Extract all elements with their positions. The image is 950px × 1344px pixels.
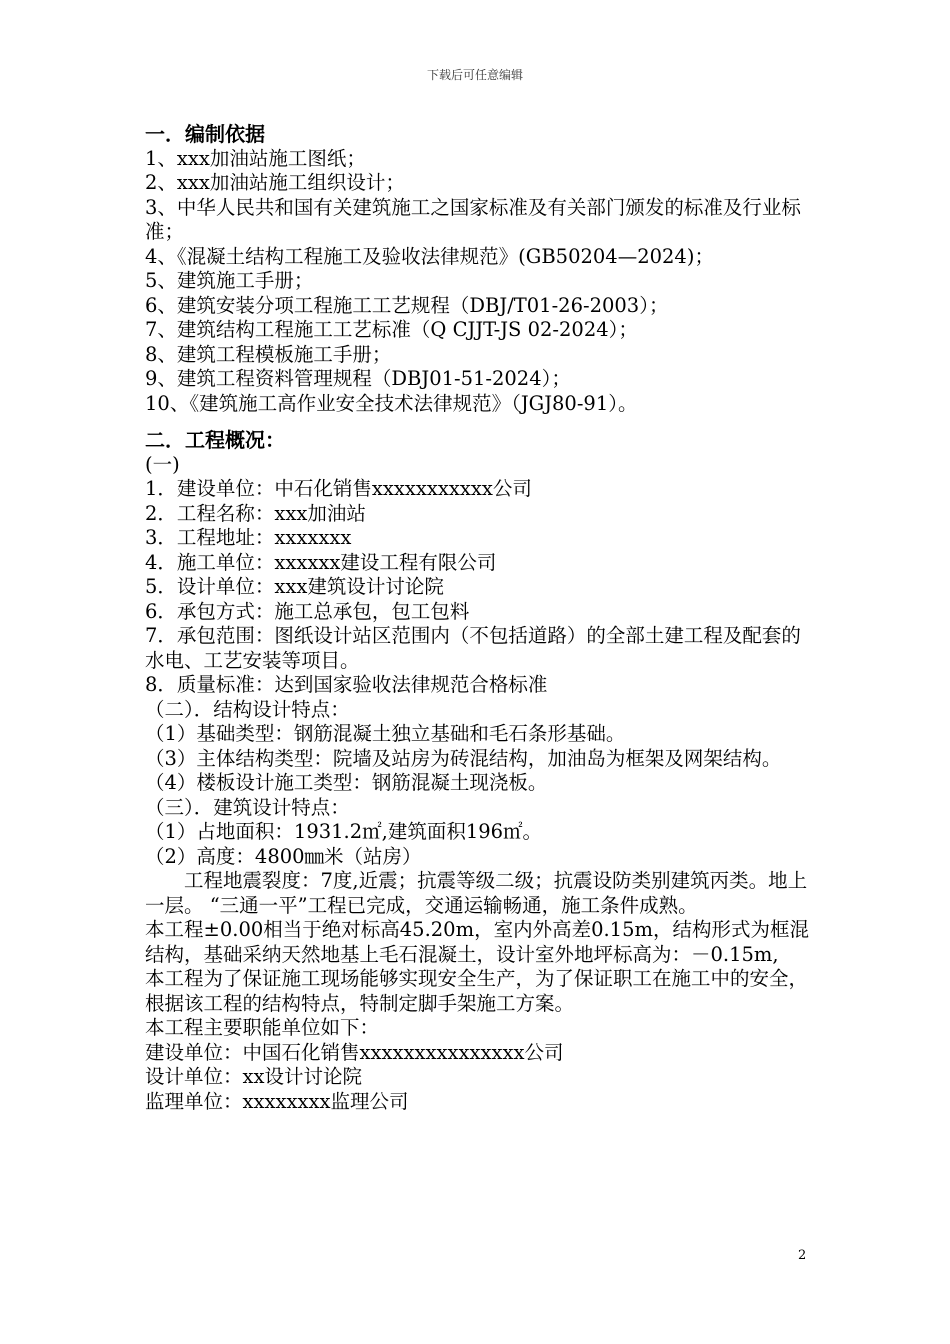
subsection-label: （三）．建筑设计特点：: [145, 795, 350, 819]
overview-item: 4．施工单位：xxxxxx建设工程有限公司: [145, 550, 497, 574]
overview-item: 3．工程地址：xxxxxxx: [145, 526, 352, 549]
section-title-basis: 一．编制依据: [145, 122, 265, 146]
overview-item: 5．设计单位：xxx建筑设计讨论院: [145, 575, 444, 598]
unit-item: 监理单位：xxxxxxxx监理公司: [145, 1089, 409, 1113]
paragraph-safety: 本工程为了保证施工现场能够实现安全生产，为了保证职工在施工中的安全，根据该工程的结构特点，特制定脚手架施工方案。: [145, 967, 809, 1015]
paragraph-seismic: 工程地震裂度：7度,近震；抗震等级二级；抗震设防类别建筑丙类。地上一层。 “三通一平”工程已完成，交通运输畅通，施工条件成熟。: [145, 869, 808, 917]
basis-item: 1、xxx加油站施工图纸；: [145, 146, 366, 170]
overview-item: 1．建设单位：中石化销售xxxxxxxxxxx公司: [145, 477, 532, 500]
subsection-label: （二）．结构设计特点：: [145, 697, 350, 721]
structure-item: （4）楼板设计施工类型：钢筋混凝土现浇板。: [145, 771, 548, 794]
overview-item: 8．质量标准：达到国家验收法律规范合格标准: [145, 673, 548, 696]
basis-item: 2、xxx加油站施工组织设计；: [145, 171, 405, 194]
document-body: [145, 122, 810, 1114]
basis-item: 5、建筑施工手册；: [145, 269, 314, 292]
page-header: 下载后可任意编辑: [426, 68, 523, 82]
unit-item: 建设单位：中国石化销售xxxxxxxxxxxxxxx公司: [145, 1040, 564, 1064]
basis-item: 9、建筑工程资料管理规程（DBJ01-51-2024）；: [145, 367, 571, 390]
basis-item: 3、中华人民共和国有关建筑施工之国家标准及有关部门颁发的标准及行业标准；: [145, 195, 801, 243]
page-number: 2: [798, 1248, 807, 1263]
paragraph-units-intro: 本工程主要职能单位如下：: [145, 1016, 380, 1039]
subsection-label: (一): [145, 452, 180, 476]
section-title-overview: 二．工程概况：: [145, 428, 285, 452]
structure-item: （3）主体结构类型：院墙及站房为砖混结构，加油岛为框架及网架结构。: [145, 746, 782, 770]
overview-item: 6．承包方式：施工总承包，包工包料: [145, 599, 470, 623]
structure-item: （1）基础类型：钢筋混凝土独立基础和毛石条形基础。: [145, 722, 626, 745]
basis-item: 10、《建筑施工高作业安全技术法律规范》（JGJ80-91）。: [145, 391, 638, 415]
basis-item: 8、建筑工程模板施工手册；: [145, 342, 392, 366]
overview-item: 7．承包范围：图纸设计站区范围内（不包括道路）的全部土建工程及配套的水电、工艺安装等项目。: [145, 624, 801, 672]
basis-item: 6、建筑安装分项工程施工工艺规程（DBJ/T01-26-2003）；: [145, 293, 669, 317]
architecture-item: （2）高度：4800㎜米（站房）: [145, 844, 422, 868]
basis-item: 7、建筑结构工程施工工艺标准（Q CJJT-JS 02-2024）；: [145, 318, 638, 341]
unit-item: 设计单位：xx设计讨论院: [145, 1065, 362, 1088]
overview-item: 2．工程名称：xxx加油站: [145, 501, 366, 525]
architecture-item: （1）占地面积：1931.2㎡,建筑面积196㎡。: [145, 820, 543, 843]
basis-item: 4、《混凝土结构工程施工及验收法律规范》(GB50204—2024)；: [145, 244, 714, 268]
paragraph-elevation: 本工程±0.00相当于绝对标高45.20m，室内外高差0.15m，结构形式为框混结构，基础采纳天然地基上毛石混凝土，设计室外地坪标高为：－0.15m,: [145, 918, 809, 966]
